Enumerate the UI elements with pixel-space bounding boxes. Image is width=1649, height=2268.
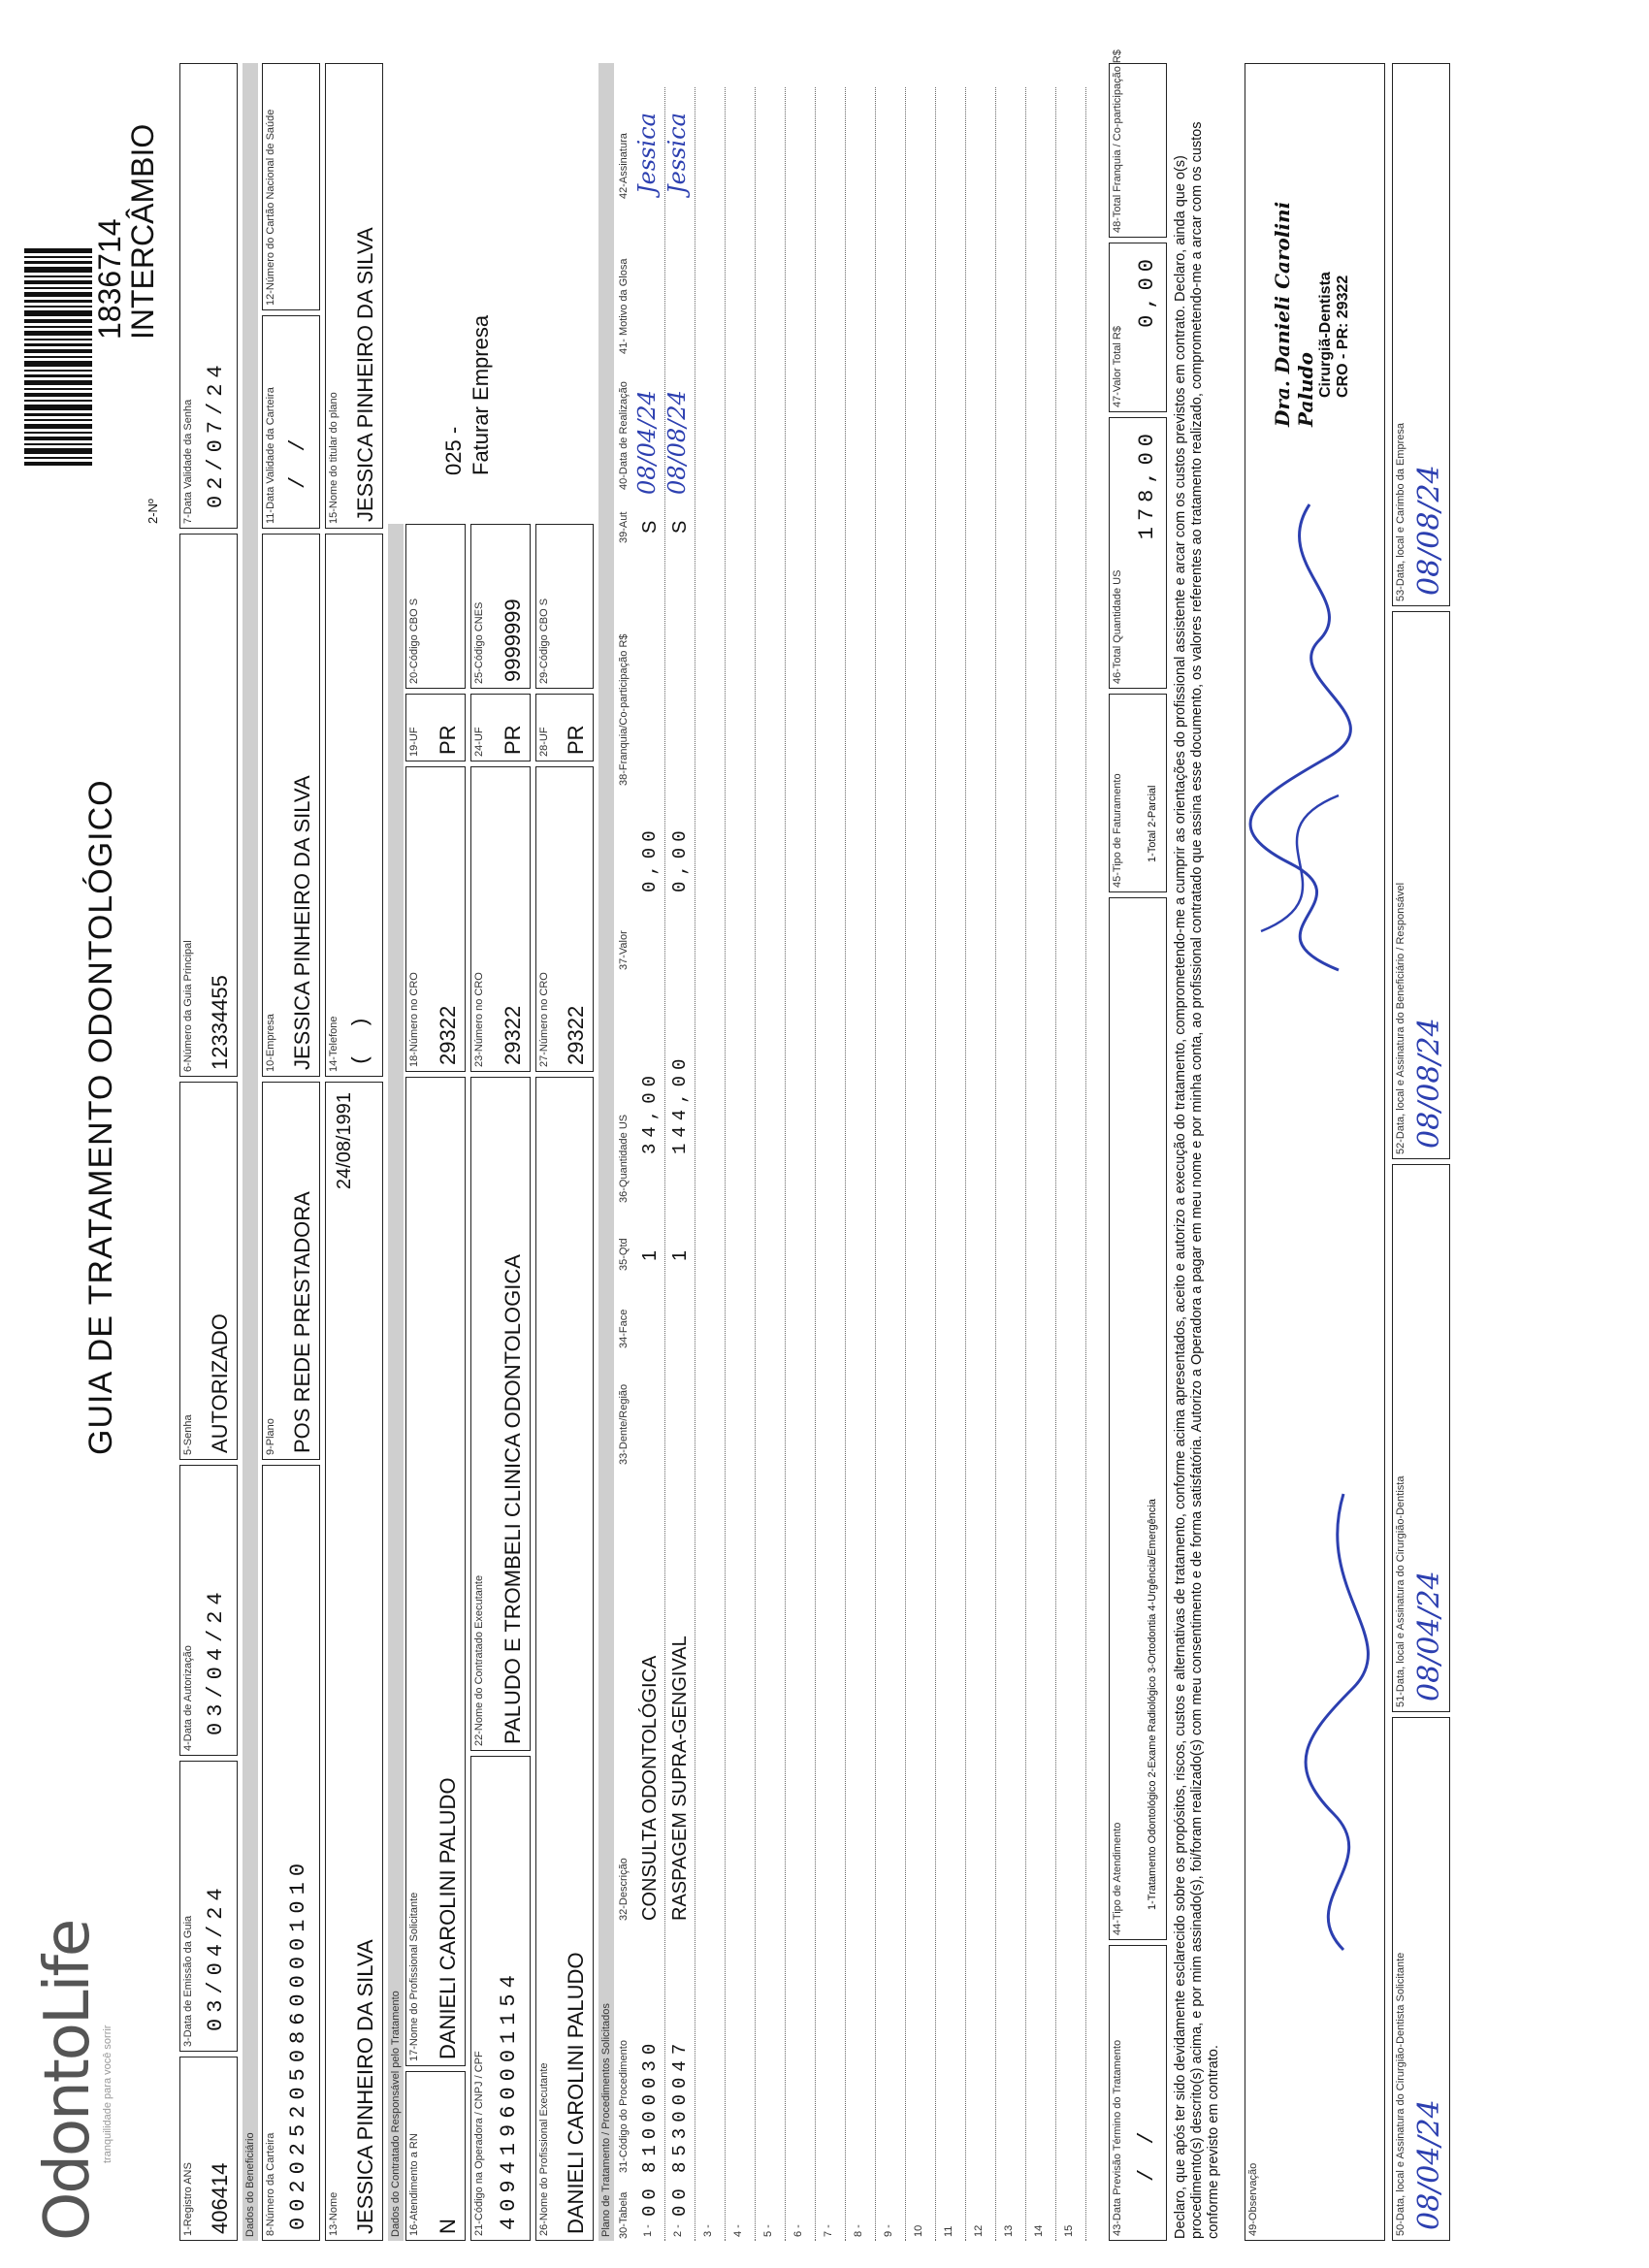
procedure-row: [816, 87, 846, 2241]
field-value: / /: [1135, 2125, 1159, 2182]
faturar-text: Faturar Empresa: [469, 314, 493, 475]
birth-date: 24/08/1991: [334, 1092, 355, 1190]
field-uf-solicitante: [405, 694, 466, 761]
field-label: 47-Valor Total R$: [1112, 326, 1123, 407]
field-label: 7-Data Validade da Senha: [182, 399, 194, 524]
cell-aut: S: [639, 520, 661, 534]
field-value: 29322: [564, 1005, 588, 1065]
field-data-emissao: [179, 1761, 238, 2052]
field-value: 1-Tratamento Odontológico 2-Exame Radiológico 3-Ortodontia 4-Urgência/Emergência: [1147, 1499, 1158, 1910]
col-dente: 33-Dente/Região: [618, 1383, 630, 1465]
field-registro-ans: [179, 2057, 238, 2241]
field-codigo-operadora: [470, 1756, 531, 2241]
row-number: 6 -: [792, 2224, 804, 2237]
procedure-row: [635, 87, 665, 2241]
logo-tagline: tranquilidade para você sorrir: [102, 2025, 113, 2163]
signature-date: 08/04/24: [1412, 1571, 1446, 1701]
field-label: 5-Senha: [182, 1414, 194, 1455]
col-data: 40-Data de Realização: [618, 381, 630, 490]
row-number: 3 -: [702, 2224, 714, 2237]
field-label: 20-Código CBO S: [408, 598, 420, 684]
cell-codigo: 85300047: [669, 2037, 691, 2173]
signature-empresa: [1392, 63, 1450, 606]
field-label: 1-Registro ANS: [182, 2162, 194, 2236]
section-contratado: Dados do Contratado Responsável pelo Tratamento: [388, 524, 404, 2241]
cell-assinatura: Jessica: [663, 113, 691, 194]
field-label: 23-Número no CRO: [473, 972, 485, 1067]
procedure-row: [786, 87, 816, 2241]
col-valor: 37-Valor: [618, 930, 630, 970]
field-label: 45-Tipo de Faturamento: [1112, 773, 1123, 888]
procedure-row: [996, 87, 1026, 2241]
field-label: 22-Nome do Contratado Executante: [473, 1574, 485, 1746]
procedure-row: [876, 87, 906, 2241]
procedures-header: [616, 63, 633, 2241]
cell-tabela: 00: [639, 2183, 661, 2217]
field-label: 18-Número no CRO: [408, 972, 420, 1067]
col-glosa: 41- Motivo da Glosa: [618, 258, 630, 354]
field-value: 29322: [436, 1005, 460, 1065]
signature-date: 08/08/24: [1412, 465, 1446, 596]
row-number: 4 -: [732, 2224, 744, 2237]
guide-no-label: 2-Nº: [146, 499, 160, 524]
col-tabela: 30-Tabela: [618, 2191, 630, 2239]
field-label: 10-Empresa: [265, 1014, 276, 1072]
patient-signature-scribble: [1222, 485, 1377, 989]
field-label: 25-Código CNES: [473, 601, 485, 684]
field-value: JESSICA PINHEIRO DA SILVA: [353, 227, 377, 522]
field-label: 8-Número da Carteira: [265, 2132, 276, 2236]
cell-codigo: 81000030: [639, 2037, 661, 2173]
field-cro-executante: [535, 766, 594, 1072]
field-value: 406414: [208, 2162, 232, 2234]
field-empresa: [262, 534, 320, 1077]
cell-assinatura: Jessica: [633, 113, 661, 194]
row-number: 10: [913, 2224, 924, 2237]
guide-number: 1836714: [92, 218, 127, 340]
declaration-text: Declaro, que após ter sido devidamente esclarecido sobre os propósitos, riscos, custos e alternativas de tratamento, conforme acima apresentados, aceito e autorizo a execução do tratamento, comprometendo-me a cumprir as orientações do profissional assistente e arcar com os custos previstos em contrato. Declaro, ainda que o(s) procedimento(s) descrito(s) acima, e por mim assinado(s), foi/foram realizado(s) com meu consentimento e de forma satisfatória. Autorizo a Operadora a pagar em meu nome e por minha conta, ao profissional contratado que assina esse documento, os valores referentes ao tratamento realizado, comprometendo-me a arcar com os custos conforme previsto em contrato.: [1173, 121, 1221, 2239]
signature-cirurgiao: [1392, 1164, 1450, 1712]
signature-date: 08/08/24: [1412, 1018, 1446, 1149]
field-label: 29-Código CBO S: [538, 598, 550, 684]
procedure-row: [756, 87, 786, 2241]
field-cro-contratado: [470, 766, 531, 1072]
field-label: 6-Número da Guia Principal: [182, 940, 194, 1072]
field-tipo-atendimento: [1109, 897, 1167, 1940]
field-value: DANIELI CAROLINI PALUDO: [436, 1777, 460, 2059]
field-value: 03/04/24: [204, 1586, 228, 1735]
field-value: 02/07/24: [204, 359, 228, 508]
field-value: PR: [564, 725, 588, 755]
section-beneficiario: Dados do Beneficiário: [242, 63, 258, 2241]
procedure-row: [695, 87, 726, 2241]
cell-qtd: 1: [669, 1249, 691, 1261]
field-label: 24-UF: [473, 727, 485, 757]
procedure-row: [906, 87, 936, 2241]
col-assinatura: 42-Assinatura: [618, 133, 630, 199]
row-number: 5 -: [762, 2224, 774, 2237]
signature-date: 08/04/24: [1412, 2099, 1446, 2230]
field-label: 17-Nome do Profissional Solicitante: [408, 1892, 420, 2061]
field-label: 44-Tipo de Atendimento: [1112, 1822, 1123, 1935]
field-value: AUTORIZADO: [208, 1313, 232, 1453]
field-total-franquia: [1109, 49, 1167, 238]
procedure-row: [726, 87, 756, 2241]
signature-solicitante: [1392, 1717, 1450, 2241]
field-value: / /: [286, 433, 310, 489]
dentist-signature-scribble: [1285, 1474, 1392, 1960]
cell-tabela: 00: [669, 2183, 691, 2217]
row-number: 8 -: [853, 2224, 864, 2237]
field-telefone: [325, 534, 383, 1077]
procedure-row: [966, 87, 996, 2241]
field-label: 50-Data, local e Assinatura do Cirurgião-Dentista Solicitante: [1395, 1952, 1406, 2236]
form-title: GUIA DE TRATAMENTO ODONTOLÓGICO: [82, 779, 119, 1455]
col-codigo: 31-Código do Procedimento: [618, 2040, 630, 2173]
field-label: 14-Telefone: [328, 1016, 340, 1072]
procedure-row: [1026, 87, 1056, 2241]
field-label: 48-Total Franquia / Co-participação R$: [1112, 49, 1123, 233]
col-aut: 39-Aut: [618, 511, 630, 543]
procedure-row: [936, 87, 966, 2241]
field-numero-carteira: [262, 1465, 320, 2241]
field-label: 12-Número do Cartão Nacional de Saúde: [265, 109, 276, 306]
field-label: 28-UF: [538, 727, 550, 757]
field-valor-total: [1109, 243, 1167, 412]
field-value: 00202520508600001010: [286, 1857, 310, 2230]
field-profissional-solicitante: [405, 1077, 466, 2066]
field-cartao-nacional: [262, 63, 320, 310]
field-value: N: [436, 2219, 460, 2234]
field-guia-principal: [179, 534, 238, 1077]
row-number: 15: [1063, 2224, 1075, 2237]
field-value: 178,00: [1135, 428, 1159, 540]
exchange-label: INTERCÂMBIO: [125, 123, 160, 340]
field-label: 52-Data, local e Assinatura do Beneficiário / Responsável: [1395, 882, 1406, 1154]
field-validade-senha: [179, 63, 238, 529]
field-nome: [325, 1082, 383, 2241]
procedure-row: [665, 87, 695, 2241]
row-number: 13: [1003, 2224, 1015, 2237]
col-qtd: 35-Qtd: [618, 1238, 630, 1271]
row-number: 2 -: [672, 2224, 684, 2237]
cell-data: 08/08/24: [663, 390, 691, 495]
cell-us: 144,00: [669, 1053, 691, 1154]
cell-valor: 0,00: [639, 825, 661, 892]
field-value: 12334455: [208, 975, 232, 1070]
row-number: 14: [1033, 2224, 1045, 2237]
field-value: JESSICA PINHEIRO DA SILVA: [290, 775, 314, 1070]
field-uf-contratado: [470, 694, 531, 761]
field-label: 43-Data Previsão Término do Tratamento: [1112, 2039, 1123, 2236]
procedures-table: [616, 63, 1101, 2241]
field-previsao-termino: [1109, 1945, 1167, 2241]
field-value: 03/04/24: [204, 1882, 228, 2031]
stamp-name: Dra. Danieli Carolini Paludo: [1271, 201, 1317, 427]
procedure-row: [1056, 87, 1086, 2241]
field-label: 51-Data, local e Assinatura do Cirurgião-Dentista: [1395, 1475, 1406, 1707]
field-cnes: [470, 524, 531, 689]
cell-descricao: CONSULTA ODONTOLÓGICA: [639, 1655, 661, 1921]
field-label: 19-UF: [408, 727, 420, 757]
col-descricao: 32-Descrição: [618, 1858, 630, 1921]
section-procedimentos: Plano de Tratamento / Procedimentos Solicitados: [598, 63, 614, 2241]
logo: [34, 1921, 131, 2241]
field-total-us: [1109, 417, 1167, 689]
field-label: 27-Número no CRO: [538, 972, 550, 1067]
field-value: PR: [501, 725, 525, 755]
field-value: JESSICA PINHEIRO DA SILVA: [353, 1939, 377, 2234]
stamp-role: Cirurgiã-Dentista: [1317, 272, 1334, 398]
row-number: 11: [943, 2225, 954, 2237]
field-label: 46-Total Quantidade US: [1112, 569, 1123, 684]
col-face: 34-Face: [618, 1309, 630, 1348]
field-cbo-executante: [535, 524, 594, 689]
field-value: PR: [436, 725, 460, 755]
field-label: 11-Data Validade da Carteira: [265, 387, 276, 524]
field-label: 21-Código na Operadora / CNPJ / CPF: [473, 2051, 485, 2236]
cell-aut: S: [669, 520, 691, 534]
col-us: 36-Quantidade US: [618, 1114, 630, 1203]
field-value: 9999999: [501, 599, 525, 682]
field-label: 4-Data de Autorização: [182, 1645, 194, 1751]
field-uf-executante: [535, 694, 594, 761]
field-label: 3-Data de Emissão da Guia: [182, 1915, 194, 2047]
field-senha: [179, 1082, 238, 1460]
field-label: 9-Plano: [265, 1418, 276, 1455]
cell-descricao: RASPAGEM SUPRA-GENGIVAL: [669, 1636, 691, 1921]
signature-beneficiario: [1392, 611, 1450, 1159]
field-label: 26-Nome do Profissional Executante: [538, 2062, 550, 2236]
procedure-row: [846, 87, 876, 2241]
field-cro-solicitante: [405, 766, 466, 1072]
row-number: 12: [973, 2224, 985, 2237]
cell-valor: 0,00: [669, 825, 691, 892]
field-titular: [325, 63, 383, 529]
field-label: 53-Data, local e Carimbo da Empresa: [1395, 422, 1406, 601]
field-label: 13-Nome: [328, 2191, 340, 2236]
field-value: 40941960001154: [497, 1969, 521, 2230]
cell-us: 34,00: [639, 1069, 661, 1154]
field-validade-carteira: [262, 315, 320, 529]
field-tipo-faturamento: [1109, 694, 1167, 892]
logo-text: OdontoLife: [32, 1920, 104, 2241]
field-profissional-executante: [535, 1077, 594, 2241]
field-value: POS REDE PRESTADORA: [290, 1191, 314, 1453]
field-value: 29322: [501, 1005, 525, 1065]
field-value: PALUDO E TROMBELI CLINICA ODONTOLOGICA: [501, 1254, 525, 1744]
stamp-cro: CRO - PR: 29322: [1335, 275, 1351, 398]
field-label: 15-Nome do titular do plano: [328, 392, 340, 524]
field-cbo-solicitante: [405, 524, 466, 689]
guide-form: [24, 19, 1615, 2251]
col-franquia: 38-Franquia/Co-participação R$: [618, 633, 630, 786]
faturar-code: 025 -: [441, 426, 466, 475]
field-value: DANIELI CAROLINI PALUDO: [564, 1952, 588, 2234]
field-value: 1-Total 2-Parcial: [1147, 785, 1158, 862]
field-plano: [262, 1082, 320, 1460]
field-contratado-executante: [470, 1077, 531, 1751]
field-value: 0,00: [1135, 253, 1159, 328]
field-label: 49-Observação: [1247, 2162, 1259, 2236]
field-label: 16-Atendimento a RN: [408, 2133, 420, 2236]
field-atendimento-rn: [405, 2071, 466, 2241]
barcode: [24, 175, 92, 466]
row-number: 1 -: [642, 2224, 654, 2237]
cell-qtd: 1: [639, 1249, 661, 1261]
cell-data: 08/04/24: [633, 390, 661, 495]
row-number: 9 -: [883, 2224, 894, 2237]
field-value: ( ): [349, 1010, 373, 1066]
professional-stamp: [1271, 136, 1352, 427]
field-data-autorizacao: [179, 1465, 238, 1756]
row-number: 7 -: [823, 2224, 834, 2237]
